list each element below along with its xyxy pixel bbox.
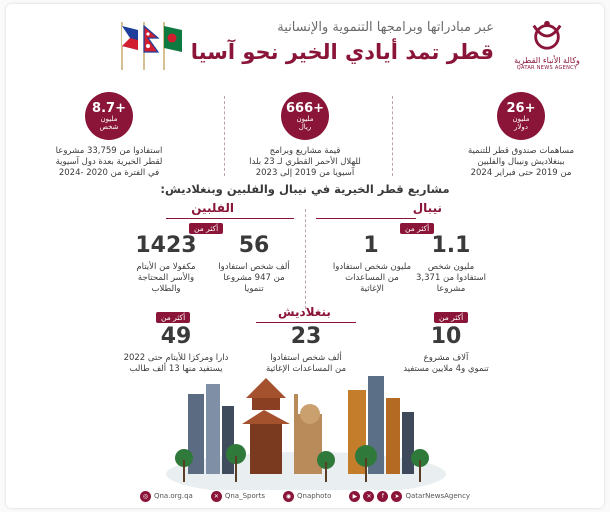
stat-qfdd [446,92,596,179]
nepal-value-relief: 1 [363,233,379,258]
nepal-value-beneficiaries: 1.1 [431,233,471,258]
footer-agency[interactable] [349,491,470,502]
divider [305,209,306,309]
footer-agency-label: QatarNewsAgency [405,492,471,500]
youtube-icon: ▶ [349,491,360,502]
nepal-underline [316,218,416,219]
footer-photo[interactable] [283,491,331,502]
globe-icon: ◎ [140,491,151,502]
section-title: مشاريع قطر الخيرية في نيبال والفلبين وبنغلاديش: [160,182,450,196]
desc-line: ألف شخص استفادوا [270,353,342,363]
nepal-desc-relief [322,262,422,295]
telegram-icon: ➤ [391,491,402,502]
desc-line: يستفيد منها 13 ألف طالب [129,364,223,374]
philippines-value-beneficiaries: 56 [238,233,270,258]
desc-line: والطلاب [151,284,181,294]
stat-badge [281,92,329,140]
stat-unit: ريال [298,122,312,131]
footer-site-label: Qna.org.qa [153,492,193,500]
stat-desc-line: من 2019 حتى فبراير 2024 [470,168,572,178]
bangladesh-underline [256,322,356,323]
bangladesh-tag-projects: أكثر من [434,312,468,323]
footer-site[interactable] [140,491,193,502]
stat-unit: مليون [512,114,530,123]
page-title: قطر تمد أيادي الخير نحو آسيا [190,40,494,64]
stat-unit: دولار [514,122,528,131]
stat-badge [85,92,133,140]
logo-english-text: QATAR NEWS AGENCY [516,65,578,71]
desc-line: تنموي و4 ملايين مستفيد [403,364,489,374]
desc-line: الإغاثية [360,284,384,294]
country-bangladesh: بنغلاديش [278,305,331,319]
nepal-flag-icon [144,22,158,70]
stat-desc-line: مساهمات صندوق قطر للتنمية [467,146,575,156]
instagram-icon: ◉ [283,491,294,502]
stat-desc-line: ببنغلاديش ونيبال والفلبين [477,157,565,167]
skyline-illustration [166,354,446,490]
bangladesh-value-relief: 23 [290,324,322,349]
social-footer [6,484,604,508]
country-nepal: نيبال [412,201,442,215]
philippines-flag-icon [122,22,138,70]
philippines-desc-sponsored [114,262,218,295]
footer-sports-label: Qna_Sports [224,492,266,500]
desc-line: مكفولا من الأيتام [136,262,196,272]
desc-line: مليون شخص [427,262,475,272]
stat-desc-line: لقطر الخيرية بعدة دول آسيوية [55,157,163,167]
divider [392,96,393,176]
bangladesh-value-projects: 10 [430,324,462,349]
stat-value: +26 [506,100,536,116]
stat-badge [497,92,545,140]
philippines-underline [166,218,294,219]
stat-description [230,146,380,179]
stat-desc-line: آسيويا من 2019 إلى 2023 [255,168,355,178]
stat-desc-line: استفادوا من 33,759 مشروعا [55,146,163,156]
stat-description [34,146,184,179]
qna-logo-icon [528,18,566,52]
philippines-desc-beneficiaries [208,262,300,295]
stat-desc-line: قيمة مشاريع وبرامج [269,146,341,156]
desc-line: تنمويا [244,284,264,294]
philippines-value-sponsored: 1423 [135,233,197,258]
divider [224,96,225,176]
stat-unit: مليون [100,114,118,123]
stat-value: +666 [285,100,325,116]
infographic-card [6,4,604,508]
desc-line: دارا ومركزا للأيتام حتى 2022 [123,353,229,363]
qna-logo [504,18,590,71]
stat-desc-line: في الفترة من 2020 -2024 [58,168,160,178]
bangladesh-value-orphans: 49 [160,324,192,349]
stat-desc-line: للهلال الأحمر القطري لـ 23 بلدا [249,157,361,167]
x-icon: ✕ [211,491,222,502]
stat-qrcs [230,92,380,179]
facebook-icon: f [377,491,388,502]
desc-line: من المساعدات [345,273,399,283]
stat-unit: شخص [99,122,119,131]
country-philippines: الفلبين [191,201,234,215]
bangladesh-flag-icon [164,22,182,70]
desc-line: والأسر المحتاجة [137,273,195,283]
desc-line: مشروعا [436,284,466,294]
footer-photo-label: Qnaphoto [297,492,332,500]
desc-line: من 947 مشروعا [223,273,285,283]
philippines-tag: أكثر من [189,223,223,234]
stat-qc [34,92,184,179]
desc-line: استفادوا من 3,371 [416,273,486,283]
desc-line: ألف شخص استفادوا [218,262,290,272]
logo-arabic-text: وكالة الأنباء القطرية [514,56,580,65]
x-icon: ✕ [363,491,374,502]
header-subtitle: عبر مبادراتها وبرامجها التنموية والإنسانية [277,20,494,35]
bangladesh-tag-orphans: أكثر من [156,312,190,323]
desc-line: من المساعدات الإغاثية [265,364,347,374]
footer-sports[interactable] [211,491,265,502]
stat-value: +8.7 [92,100,126,116]
nepal-tag: أكثر من [400,223,434,234]
desc-line: آلاف مشروع [423,353,469,363]
stat-description [446,146,596,179]
desc-line: مليون شخص استفادوا [332,262,412,272]
flags-illustration [116,20,186,76]
stat-unit: مليون [296,114,314,123]
